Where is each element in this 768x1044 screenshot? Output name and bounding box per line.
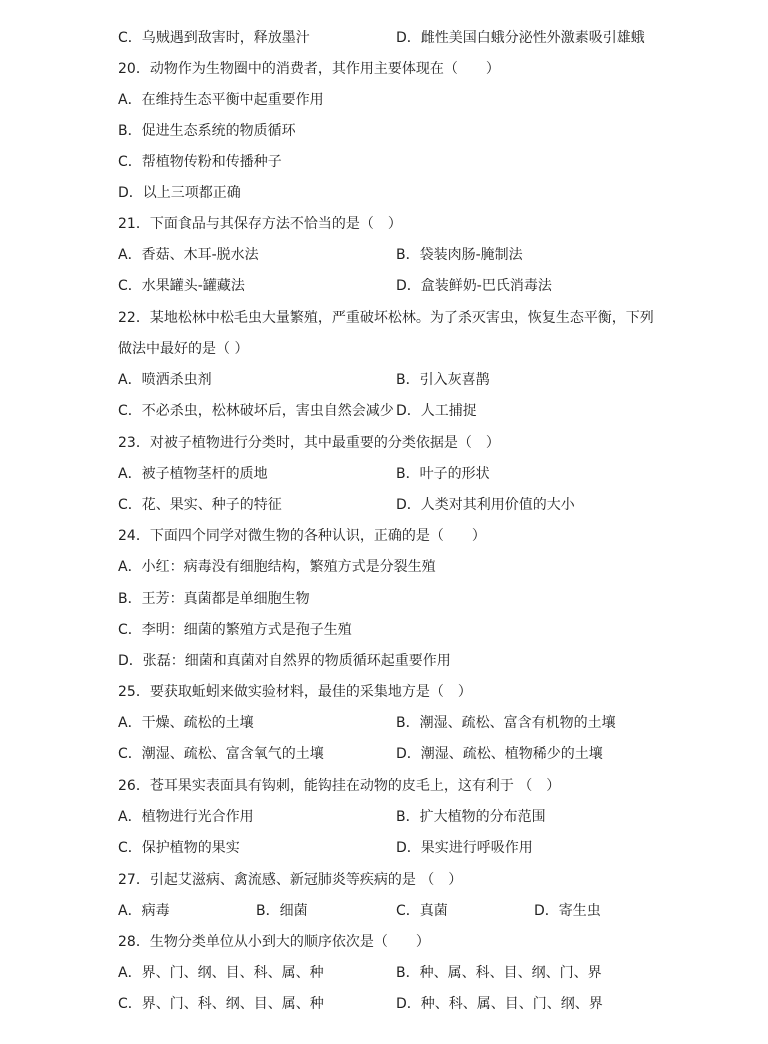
q25-stem: 25．要获取蚯蚓来做实验材料，最佳的采集地方是（ ） — [118, 684, 472, 700]
q23-option-c: C．花、果实、种子的特征 — [118, 497, 282, 513]
q22-stem-line2: 做法中最好的是（ ） — [118, 341, 249, 357]
q22-option-d: D．人工捕捉 — [396, 403, 477, 419]
q20-option-a: A．在维持生态平衡中起重要作用 — [118, 92, 324, 108]
q24-option-b: B．王芳：真菌都是单细胞生物 — [118, 591, 310, 607]
q21-option-c: C．水果罐头-罐藏法 — [118, 278, 245, 294]
q24-option-a: A．小红：病毒没有细胞结构，繁殖方式是分裂生殖 — [118, 559, 436, 575]
q24-option-c: C．李明：细菌的繁殖方式是孢子生殖 — [118, 622, 352, 638]
q27-option-a: A．病毒 — [118, 903, 170, 919]
q28-option-c: C．界、门、科、纲、目、属、种 — [118, 996, 324, 1012]
q26-option-c: C．保护植物的果实 — [118, 840, 240, 856]
q22-option-c: C．不必杀虫，松林破坏后，害虫自然会减少 — [118, 403, 394, 419]
q22-stem-line1: 22．某地松林中松毛虫大量繁殖，严重破坏松林。为了杀灭害虫，恢复生态平衡，下列 — [118, 310, 654, 326]
q28-option-a: A．界、门、纲、目、科、属、种 — [118, 965, 324, 981]
q23-option-d: D．人类对其利用价值的大小 — [396, 497, 575, 513]
q27-option-d: D．寄生虫 — [534, 903, 601, 919]
q23-stem: 23．对被子植物进行分类时，其中最重要的分类依据是（ ） — [118, 435, 500, 451]
q27-stem: 27．引起艾滋病、禽流感、新冠肺炎等疾病的是 （ ） — [118, 872, 463, 888]
q21-option-d: D．盒装鲜奶-巴氏消毒法 — [396, 278, 552, 294]
q19-option-d: D．雌性美国白蛾分泌性外激素吸引雄蛾 — [396, 30, 645, 46]
q25-option-b: B．潮湿、疏松、富含有机物的土壤 — [396, 715, 616, 731]
q28-option-b: B．种、属、科、目、纲、门、界 — [396, 965, 602, 981]
q25-option-a: A．干燥、疏松的土壤 — [118, 715, 254, 731]
q28-stem: 28．生物分类单位从小到大的顺序依次是（ ） — [118, 934, 430, 950]
q28-option-d: D．种、科、属、目、门、纲、界 — [396, 996, 603, 1012]
q20-option-d: D．以上三项都正确 — [118, 185, 241, 201]
q24-option-d: D．张磊：细菌和真菌对自然界的物质循环起重要作用 — [118, 653, 451, 669]
q25-option-d: D．潮湿、疏松、植物稀少的土壤 — [396, 746, 603, 762]
q19-option-c: C．乌贼遇到敌害时，释放墨汁 — [118, 30, 310, 46]
q22-option-b: B．引入灰喜鹊 — [396, 372, 490, 388]
q20-stem: 20．动物作为生物圈中的消费者，其作用主要体现在（ ） — [118, 61, 500, 77]
q21-stem: 21．下面食品与其保存方法不恰当的是（ ） — [118, 216, 402, 232]
q23-option-a: A．被子植物茎杆的质地 — [118, 466, 268, 482]
q26-option-b: B．扩大植物的分布范围 — [396, 809, 546, 825]
q20-option-b: B．促进生态系统的物质循环 — [118, 123, 296, 139]
q26-option-d: D．果实进行呼吸作用 — [396, 840, 533, 856]
q23-option-b: B．叶子的形状 — [396, 466, 490, 482]
q26-option-a: A．植物进行光合作用 — [118, 809, 254, 825]
q25-option-c: C．潮湿、疏松、富含氧气的土壤 — [118, 746, 324, 762]
q26-stem: 26．苍耳果实表面具有钩刺，能钩挂在动物的皮毛上，这有利于 （ ） — [118, 778, 561, 794]
q24-stem: 24．下面四个同学对微生物的各种认识，正确的是（ ） — [118, 528, 486, 544]
q21-option-b: B．袋装肉肠-腌制法 — [396, 247, 523, 263]
q20-option-c: C．帮植物传粉和传播种子 — [118, 154, 282, 170]
q21-option-a: A．香菇、木耳-脱水法 — [118, 247, 259, 263]
q27-option-b: B．细菌 — [256, 903, 308, 919]
q27-option-c: C．真菌 — [396, 903, 448, 919]
q22-option-a: A．喷洒杀虫剂 — [118, 372, 212, 388]
